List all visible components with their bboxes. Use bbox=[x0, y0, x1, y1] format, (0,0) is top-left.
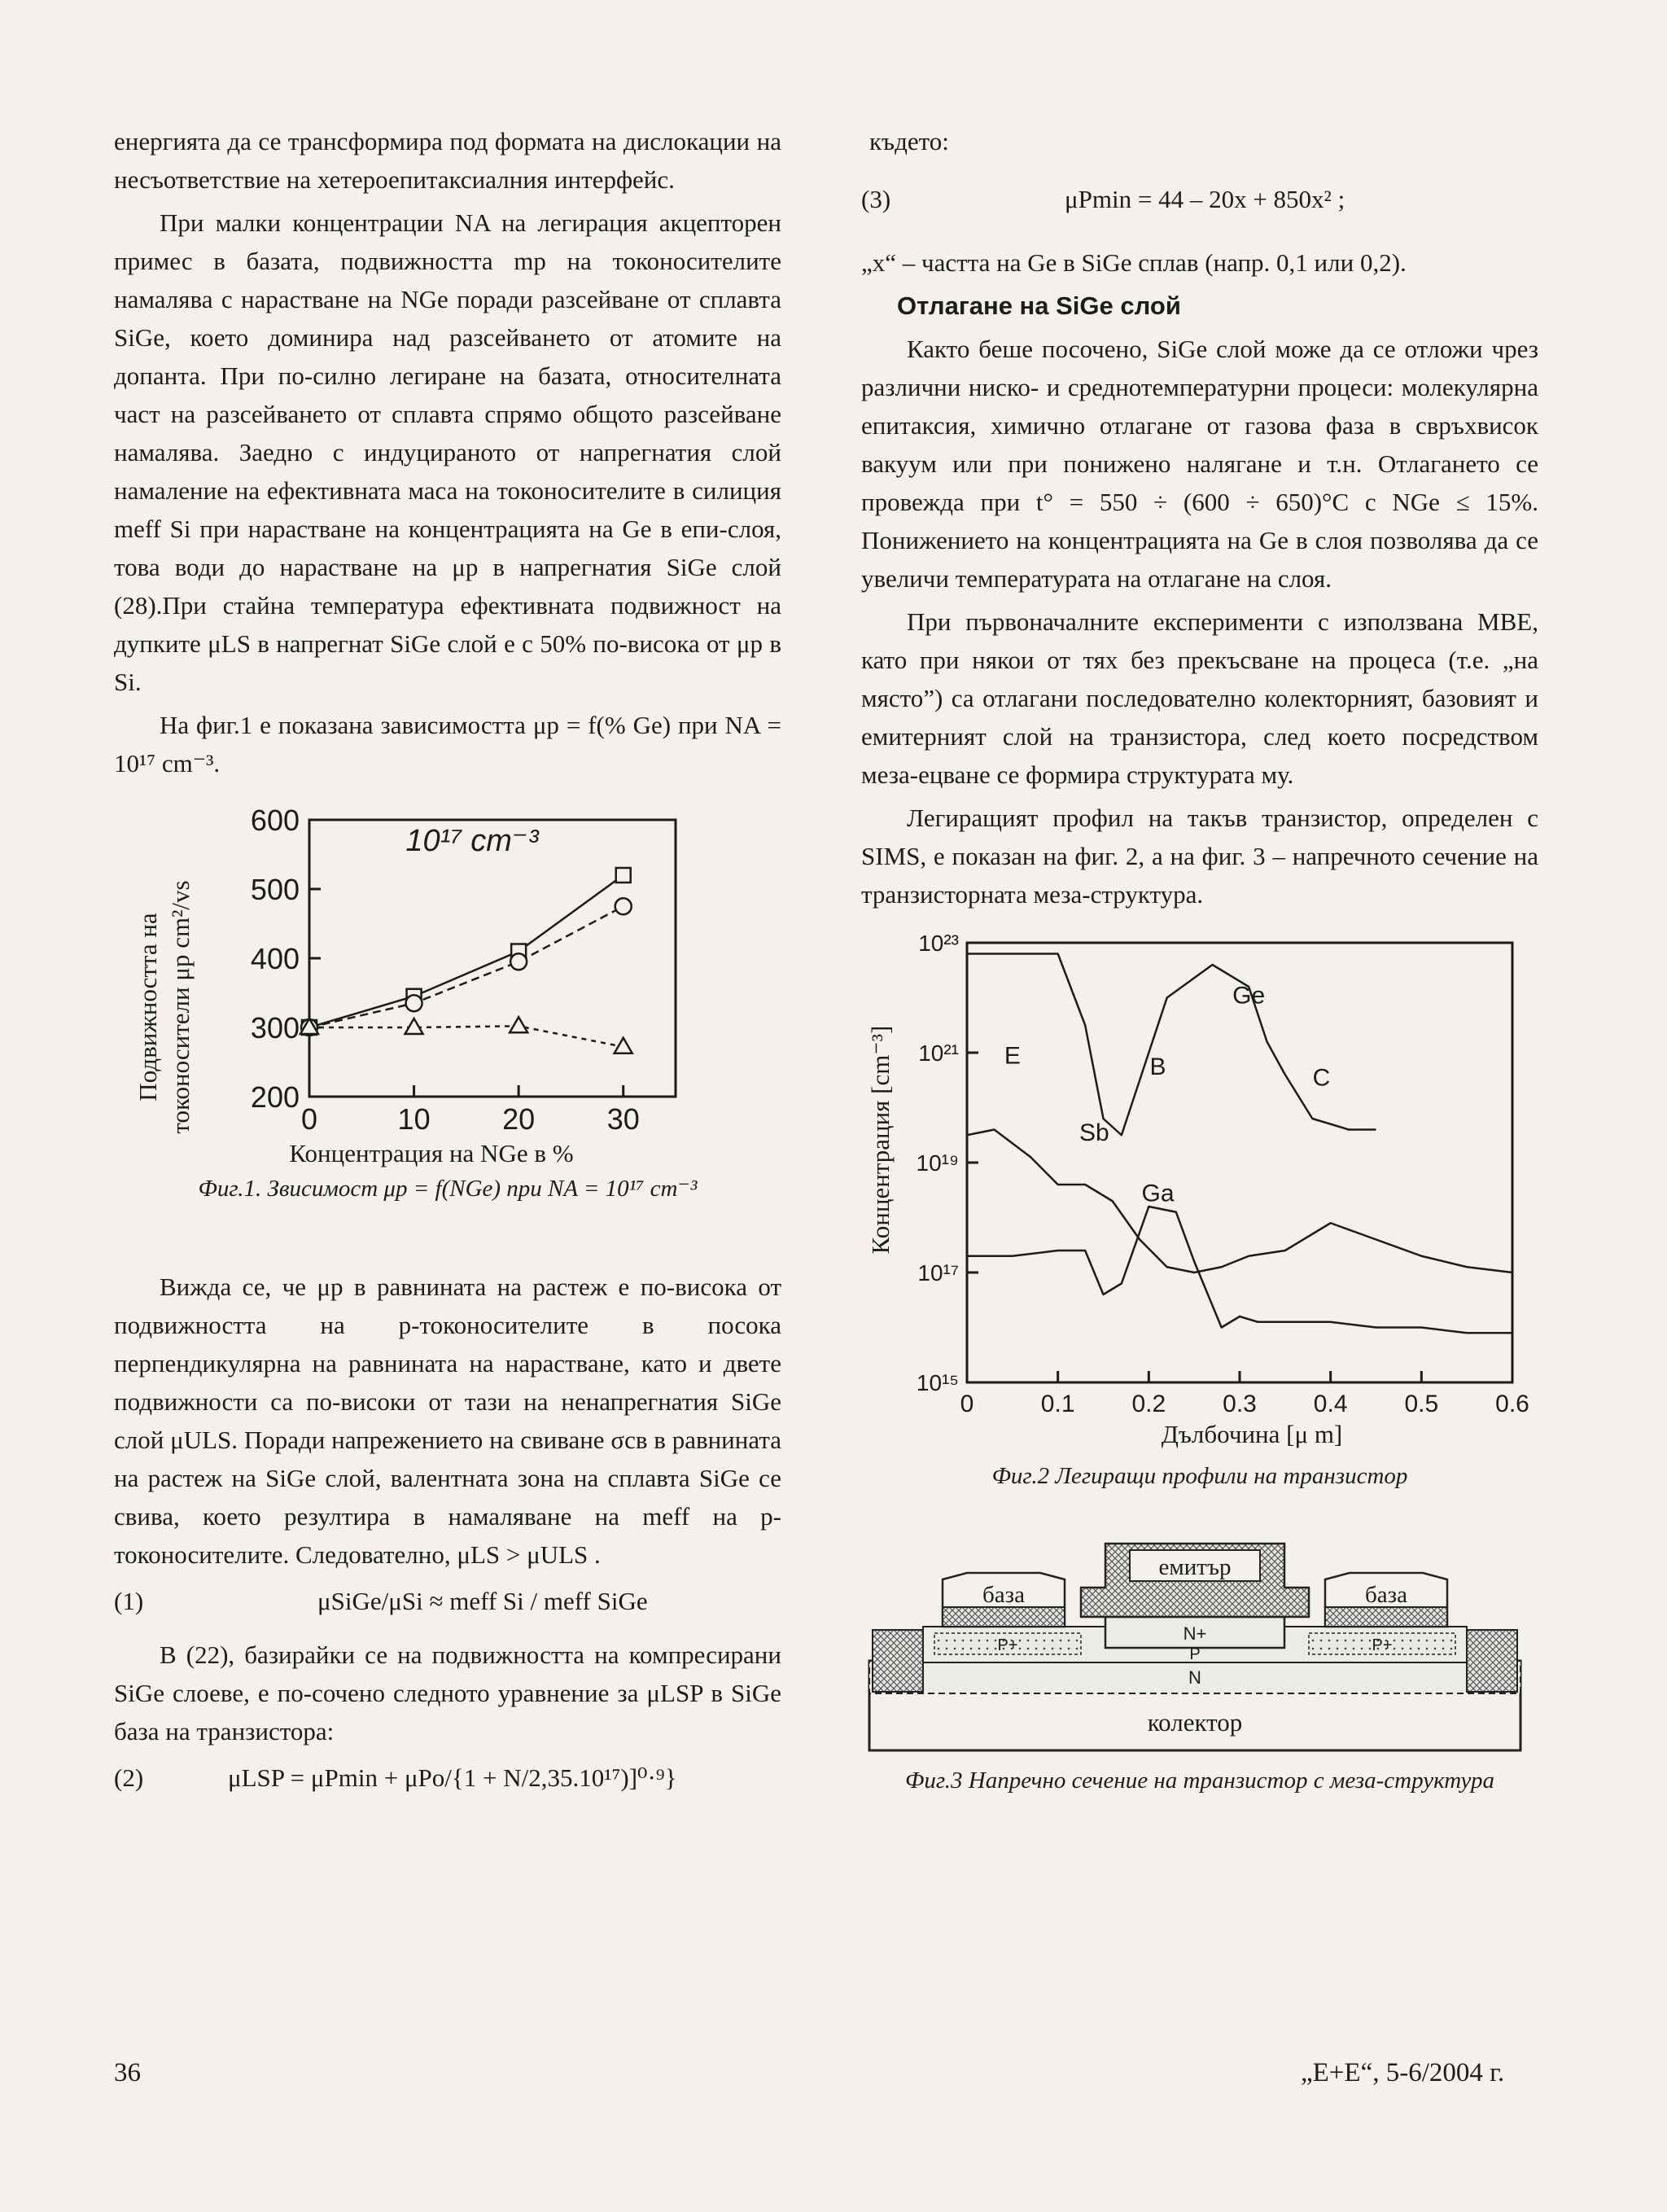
figure-3 bbox=[861, 1539, 1538, 1799]
fig1-ylabel-line2: токоносители μp cm²/vs bbox=[166, 880, 195, 1134]
fig2-region-label: B bbox=[1149, 1053, 1166, 1080]
right-paragraph-3: Както беше посочено, SiGe слой може да се отложи чрез различни ниско- и среднотемпературни процеси: молекулярна епитаксия, химично отлагане от газова фаза в свръхвисок вакуум или при понижено налягане и т.н. Отлагането се провежда при t° = 550 ÷ (600 ÷ 650)°C с NGe ≤ 15%. Понижението на концентрацията на Ge в слоя позволява да се увеличи температурата на отлагане на слоя. bbox=[861, 335, 1538, 593]
fig1-xtick-label: 10 bbox=[397, 1102, 431, 1136]
fig1-point-triangle bbox=[510, 1017, 527, 1032]
fig2-xtick-label: 0 bbox=[960, 1391, 974, 1417]
figure-1-caption: Фиг.1. Звисимост μp = f(NGe) при NA = 10¹⁷ cm⁻³ bbox=[198, 1176, 698, 1202]
fig1-title: 10¹⁷ cm⁻³ bbox=[405, 824, 539, 858]
fig1-point-triangle bbox=[405, 1018, 423, 1034]
left-column bbox=[114, 122, 781, 1812]
fig1-point-circle bbox=[406, 995, 422, 1011]
fig1-ytick-label: 500 bbox=[250, 873, 300, 906]
collector-contact-right bbox=[1467, 1630, 1517, 1692]
fig2-ytick-label: 10¹⁹ bbox=[916, 1150, 959, 1176]
equation-1-number: (1) bbox=[114, 1587, 144, 1615]
equation-3-number: (3) bbox=[861, 185, 891, 213]
fig2-xtick-label: 0.6 bbox=[1495, 1391, 1529, 1417]
fig1-series-line-squares bbox=[309, 875, 623, 1027]
equation-2-body: μLSP = μPmin + μPo/{1 + N/2,35.10¹⁷)]⁰·⁹} bbox=[228, 1763, 677, 1792]
right-paragraph-4: При първоначалните експерименти с използвана MBE, като при някои от тях без прекъсване на процеса (т.е. „на място”) са отлагани последователно колекторният, базовият и емитерният слой на транзистора, след което посредством меза-ецване се формира структурата му. bbox=[861, 607, 1538, 789]
fig1-xtick-label: 0 bbox=[300, 1102, 318, 1136]
figure-1 bbox=[114, 787, 781, 1268]
fig2-region-label: E bbox=[1004, 1042, 1021, 1070]
fig1-point-circle bbox=[510, 953, 527, 970]
left-paragraph-4: Вижда се, че μp в равнината на растеж е по-висока от подвижността на p-токоносителите в посока перпендикулярна на равнината на нарастване, като и двете подвижности са по-високи от тази на ненапрегнатия SiGe слой μULS. Поради напрежението на свиване σсв в равнината на растеж на SiGe слой, валентната зона на сплавта SiGe се свива, което резултира в намаляване на meff на p-токоносителите. Следователно, μLS > μULS . bbox=[114, 1272, 781, 1569]
base-metal-left bbox=[943, 1607, 1065, 1627]
figure-2-caption: Фиг.2 Легиращи профили на транзистор bbox=[991, 1463, 1408, 1489]
fig3-label-p: P bbox=[1189, 1645, 1201, 1663]
fig1-ytick-label: 200 bbox=[250, 1080, 300, 1114]
figure-3-caption: Фиг.3 Напречно сечение на транзистор с меза-структура bbox=[905, 1767, 1494, 1794]
fig2-ytick-label: 10²³ bbox=[918, 931, 959, 956]
fig2-xlabel: Дълбочина [μ m] bbox=[1161, 1420, 1343, 1448]
figure-2 bbox=[861, 920, 1538, 1539]
right-paragraph-2: „x“ – частта на Ge в SiGe сплав (напр. 0,1 или 0,2). bbox=[861, 248, 1407, 277]
base-metal-right bbox=[1325, 1607, 1447, 1627]
fig1-series-line-triangles bbox=[309, 1026, 623, 1047]
fig3-label-n-plus: N+ bbox=[1183, 1623, 1207, 1644]
fig3-label-n: N bbox=[1188, 1667, 1201, 1688]
section-heading: Отлагане на SiGe слой bbox=[897, 291, 1181, 320]
fig2-region-label: Ge bbox=[1232, 982, 1266, 1010]
equation-3 bbox=[861, 180, 1538, 226]
journal-reference: „E+E“, 5-6/2004 г. bbox=[1301, 2058, 1505, 2087]
fig3-label-collector: колектор bbox=[1147, 1708, 1243, 1737]
fig2-series-line-Ge bbox=[967, 954, 1376, 1136]
equation-1-body: μSiGe/μSi ≈ meff Si / meff SiGe bbox=[317, 1587, 648, 1615]
fig2-region-label: C bbox=[1312, 1064, 1331, 1092]
fig1-xlabel: Концентрация на NGe в % bbox=[289, 1139, 574, 1167]
fig3-label-base-left: база bbox=[982, 1582, 1025, 1608]
figure-2-chart bbox=[861, 920, 1538, 1490]
fig1-xtick-label: 30 bbox=[606, 1102, 640, 1136]
fig1-xtick-label: 20 bbox=[502, 1102, 536, 1136]
fig3-label-emitter: емитър bbox=[1158, 1554, 1232, 1580]
fig1-ytick-label: 600 bbox=[250, 804, 300, 837]
fig1-point-square bbox=[616, 868, 631, 883]
fig1-series-line-circles bbox=[309, 906, 623, 1027]
fig3-label-p-plus-left: P+ bbox=[997, 1636, 1018, 1654]
right-column bbox=[861, 122, 1538, 1799]
fig1-ytick-label: 300 bbox=[250, 1011, 300, 1045]
figure-3-diagram bbox=[861, 1539, 1538, 1759]
left-paragraph-1: енергията да се трансформира под формата на дислокации на несъответствие на хетероепитаксиалния интерфейс. bbox=[114, 127, 781, 194]
fig3-label-base-right: база bbox=[1365, 1582, 1407, 1608]
equation-2 bbox=[114, 1759, 781, 1804]
right-paragraph-1: където: bbox=[869, 127, 949, 155]
fig3-label-p-plus-right: P+ bbox=[1372, 1636, 1393, 1654]
fig2-xtick-label: 0.5 bbox=[1404, 1391, 1439, 1417]
equation-2-number: (2) bbox=[114, 1763, 144, 1792]
fig1-point-circle bbox=[615, 898, 632, 914]
left-paragraph-3: На фиг.1 е показана зависимостта μp = f(% Ge) при NA = 10¹⁷ cm⁻³. bbox=[114, 711, 781, 777]
fig1-point-triangle bbox=[615, 1038, 632, 1053]
fig2-region-label: Sb bbox=[1079, 1119, 1109, 1146]
fig2-xtick-label: 0.1 bbox=[1040, 1391, 1075, 1417]
fig1-ylabel-line1: Подвижността на bbox=[133, 913, 162, 1102]
fig2-ytick-label: 10¹⁷ bbox=[917, 1260, 959, 1286]
fig2-xtick-label: 0.4 bbox=[1313, 1391, 1348, 1417]
right-paragraph-5: Легиращият профил на такъв транзистор, определен с SIMS, е показан на фиг. 2, а на фиг. 3 – напречното сечение на транзисторната меза-структура. bbox=[861, 804, 1538, 909]
fig2-ylabel: Концентрация [cm⁻³] bbox=[866, 1025, 895, 1255]
left-paragraph-5: В (22), базирайки се на подвижността на компресирани SiGe слоеве, е по-сочено следното уравнение за μLSP в SiGe база на транзистора: bbox=[114, 1640, 781, 1746]
fig2-ytick-label: 10¹⁵ bbox=[916, 1370, 959, 1395]
figure-1-chart bbox=[114, 787, 781, 1227]
fig2-region-label: Ga bbox=[1141, 1180, 1175, 1207]
page-number: 36 bbox=[114, 2058, 141, 2087]
fig1-ytick-label: 400 bbox=[250, 942, 300, 975]
equation-1 bbox=[114, 1582, 781, 1627]
left-paragraph-2: При малки концентрации NA на легирация акцепторен примес в базата, подвижността mp на токоносителите намалява с нарастване на NGe поради разсейване от сплавта SiGe, което доминира над разсейването от атомите на допанта. При по-силно легиране на базата, относителната част на разсейването от сплавта спрямо общото разсейване намалява. Заедно с индуцираното от напрегнатия слой намаление на ефективната маса на токоносителите в силиция meff Si при нарастване на концентрацията на Ge в епи-слоя, това води до нарастване на μp в напрегнатия SiGe слой (28).При стайна температура ефективната подвижност на дупките μLS в напрегнат SiGe слой е с 50% по-висока от μp в Si. bbox=[114, 208, 781, 696]
fig2-series-line-Ga bbox=[967, 1207, 1512, 1333]
fig2-xtick-label: 0.3 bbox=[1223, 1391, 1257, 1417]
equation-3-body: μPmin = 44 – 20x + 850x² ; bbox=[1065, 185, 1345, 213]
fig2-ytick-label: 10²¹ bbox=[918, 1040, 959, 1066]
collector-contact-left bbox=[873, 1630, 923, 1692]
fig2-xtick-label: 0.2 bbox=[1131, 1391, 1166, 1417]
fig1-frame bbox=[309, 820, 676, 1097]
